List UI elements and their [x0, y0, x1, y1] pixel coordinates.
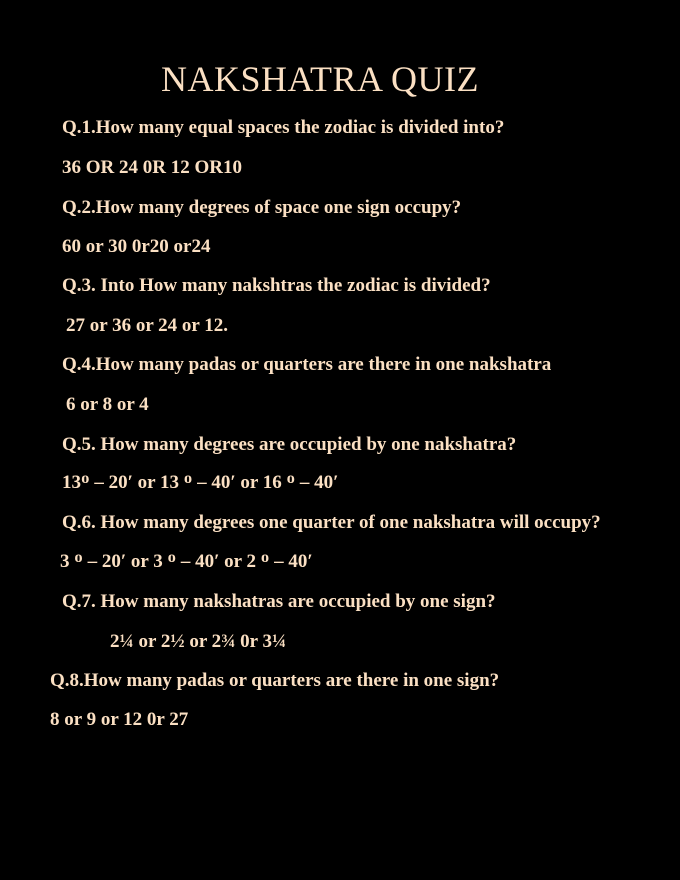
- question-7: Q.7. How many nakshatras are occupied by one sign?: [62, 591, 496, 612]
- question-2: Q.2.How many degrees of space one sign occupy?: [62, 197, 462, 218]
- options-6: 3 ᴼ – 20′ or 3 ᴼ – 40′ or 2 ᴼ – 40′: [60, 551, 313, 572]
- question-1: Q.1.How many equal spaces the zodiac is divided into?: [62, 117, 505, 138]
- options-2: 60 or 30 0r20 or24: [62, 236, 211, 257]
- question-5: Q.5. How many degrees are occupied by one nakshatra?: [62, 434, 517, 455]
- question-3: Q.3. Into How many nakshtras the zodiac is divided?: [62, 275, 491, 296]
- question-8: Q.8.How many padas or quarters are there in one sign?: [50, 670, 500, 691]
- question-6: Q.6. How many degrees one quarter of one nakshatra will occupy?: [62, 512, 601, 533]
- options-1: 36 OR 24 0R 12 OR10: [62, 157, 242, 178]
- options-3: 27 or 36 or 24 or 12.: [66, 315, 229, 336]
- options-5: 13ᴼ – 20′ or 13 ᴼ – 40′ or 16 ᴼ – 40′: [62, 472, 339, 493]
- options-8: 8 or 9 or 12 0r 27: [50, 709, 189, 730]
- options-4: 6 or 8 or 4: [66, 394, 149, 415]
- page-title: NAKSHATRA QUIZ: [160, 59, 479, 99]
- options-7: 2¼ or 2½ or 2¾ 0r 3¼: [110, 631, 287, 652]
- question-4: Q.4.How many padas or quarters are there in one nakshatra: [62, 354, 552, 375]
